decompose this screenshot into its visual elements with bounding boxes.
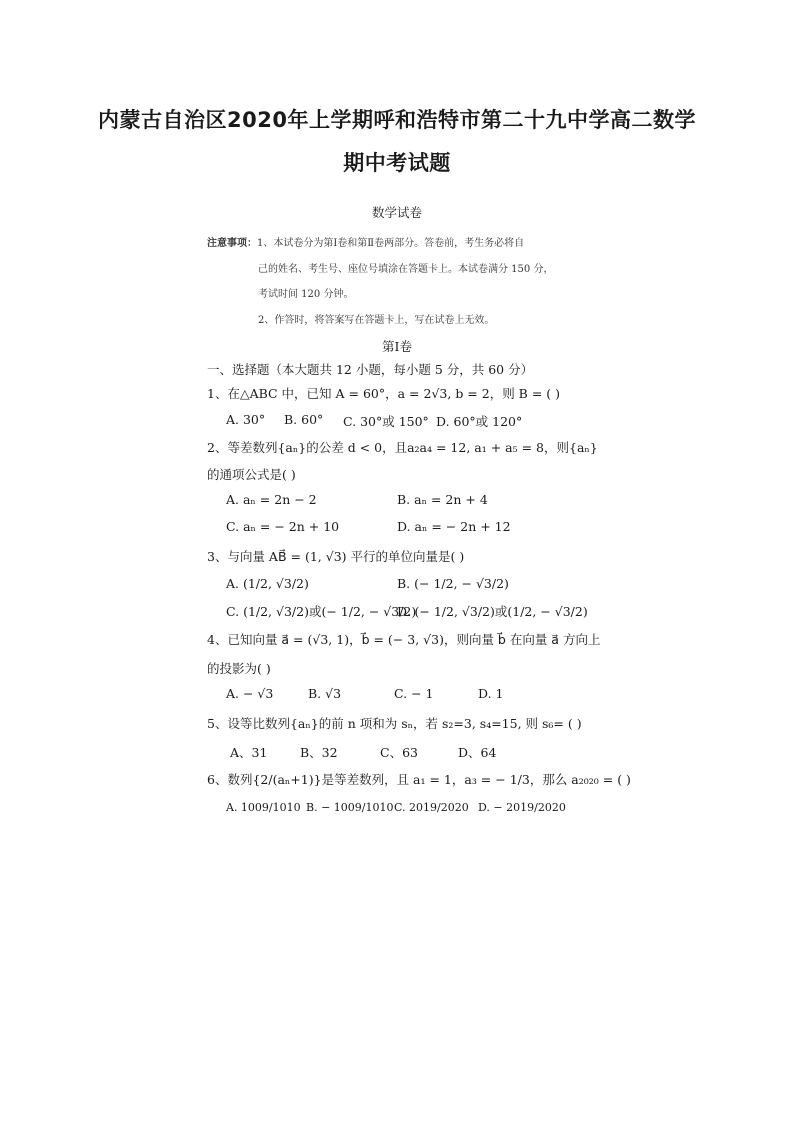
notes-line3: 考试时间 120 分钟。 [258, 289, 354, 300]
q2-option-d: D. aₙ = − 2n + 12 [397, 519, 511, 534]
q1-option-d: D. 60°或 120° [436, 414, 523, 429]
q4-stem-line1: 4、已知向量 a⃗ = (√3, 1)，b⃗ = (− 3, √3)，则向量 b⃗ 在向量 a⃗ 方向上 [207, 632, 601, 647]
notes-line2: 己的姓名、考生号、座位号填涂在答题卡上。本试卷满分 150 分， [258, 264, 554, 275]
exam-title-line2: 期中考试题 [343, 151, 451, 175]
q3-option-c: C. (1/2, √3/2)或(− 1/2, − √3/2) [226, 604, 417, 619]
q1-option-a: A. 30° [226, 412, 266, 427]
q4-option-a: A. − √3 [226, 686, 274, 701]
q6-option-b: B. − 1009/1010 [306, 801, 394, 814]
q2-option-c: C. aₙ = − 2n + 10 [226, 519, 340, 534]
notes-line1: 1、本试卷分为第Ⅰ卷和第Ⅱ卷两部分。答卷前，考生务必将自 [257, 238, 525, 249]
q1-option-b: B. 60° [284, 412, 324, 427]
q5-option-c: C、63 [380, 745, 418, 760]
part-one-heading: 第Ⅰ卷 [382, 339, 412, 354]
q5-option-d: D、64 [458, 745, 497, 760]
q2-stem-line1: 2、等差数列{aₙ}的公差 d < 0，且a₂a₄ = 12, a₁ + a₅ = 8，则{aₙ} [207, 440, 598, 455]
exam-title-line1: 内蒙古自治区2020年上学期呼和浩特市第二十九中学高二数学 [98, 108, 696, 132]
q3-stem: 3、与向量 AB⃗ = (1, √3) 平行的单位向量是( ) [207, 549, 465, 564]
q4-option-d: D. 1 [478, 686, 504, 701]
q3-option-a: A. (1/2, √3/2) [226, 576, 309, 591]
q4-stem-line2: 的投影为( ) [207, 661, 271, 676]
q2-option-a: A. aₙ = 2n − 2 [226, 492, 317, 507]
q6-option-a: A. 1009/1010 [226, 801, 301, 814]
q5-option-a: A、31 [230, 745, 268, 760]
notes-line4: 2、作答时，将答案写在答题卡上，写在试卷上无效。 [258, 315, 495, 326]
paper-subtitle: 数学试卷 [371, 205, 422, 220]
q1-option-c: C. 30°或 150° [343, 414, 429, 429]
notes-label: 注意事项： [207, 238, 257, 249]
q5-option-b: B、32 [300, 745, 338, 760]
q6-option-d: D. − 2019/2020 [478, 801, 566, 814]
q4-option-c: C. − 1 [394, 686, 434, 701]
q1-stem: 1、在△ABC 中，已知 A = 60°，a = 2√3, b = 2，则 B = ( ) [207, 386, 560, 401]
q3-option-b: B. (− 1/2, − √3/2) [397, 576, 509, 591]
q2-option-b: B. aₙ = 2n + 4 [397, 492, 488, 507]
notes-block [207, 234, 524, 249]
q5-stem: 5、设等比数列{aₙ}的前 n 项和为 sₙ，若 s₂=3, s₄=15, 则 s₆= ( ) [207, 716, 582, 731]
q4-option-b: B. √3 [308, 686, 342, 701]
section-heading: 一、选择题（本大题共 12 小题，每小题 5 分，共 60 分） [207, 362, 534, 377]
q2-stem-line2: 的通项公式是( ) [207, 467, 296, 482]
q3-option-d: D. (− 1/2, √3/2)或(1/2, − √3/2) [397, 604, 588, 619]
q6-stem: 6、数列{2/(aₙ+1)}是等差数列，且 a₁ = 1，a₃ = − 1/3，那么 a₂₀₂₀ = ( ) [207, 772, 631, 787]
q6-option-c: C. 2019/2020 [394, 801, 469, 814]
